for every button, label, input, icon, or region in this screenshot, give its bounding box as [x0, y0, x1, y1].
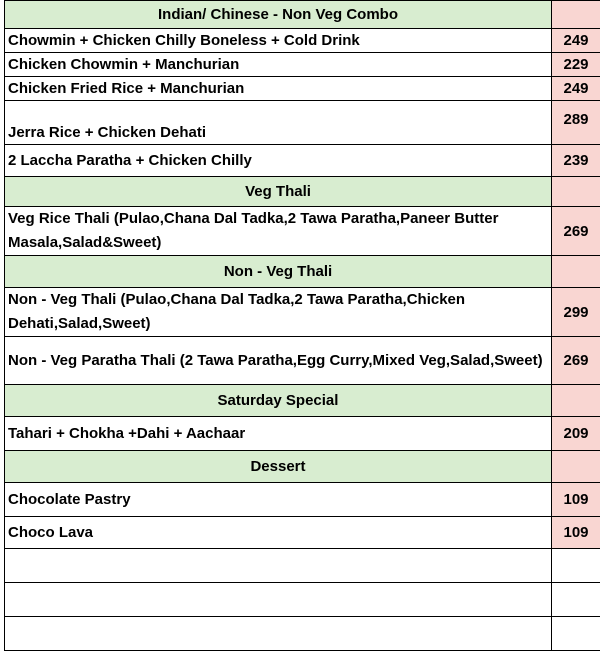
empty-cell	[5, 617, 552, 651]
item-name: Chocolate Pastry	[5, 483, 552, 517]
menu-item-row	[5, 517, 600, 549]
item-name: Chicken Chowmin + Manchurian	[5, 53, 552, 77]
menu-item-row	[5, 53, 600, 77]
section-title: Veg Thali	[5, 177, 552, 207]
section-header-row	[5, 256, 600, 288]
section-title: Dessert	[5, 451, 552, 483]
item-price: 109	[552, 517, 600, 549]
item-price: 109	[552, 483, 600, 517]
item-name: Chowmin + Chicken Chilly Boneless + Cold Drink	[5, 29, 552, 53]
item-name: Tahari + Chokha +Dahi + Aachaar	[5, 417, 552, 451]
item-name: Chicken Fried Rice + Manchurian	[5, 77, 552, 101]
item-name: Jerra Rice + Chicken Dehati	[5, 101, 552, 145]
menu-item-row	[5, 77, 600, 101]
item-name: Non - Veg Thali (Pulao,Chana Dal Tadka,2 Tawa Paratha,Chicken Dehati,Salad,Sweet)	[5, 288, 552, 337]
menu-item-row	[5, 101, 600, 145]
menu-item-row	[5, 417, 600, 451]
menu-item-row	[5, 337, 600, 385]
empty-cell	[5, 549, 552, 583]
price-cell-empty	[552, 177, 600, 207]
item-name: Non - Veg Paratha Thali (2 Tawa Paratha,Egg Curry,Mixed Veg,Salad,Sweet)	[5, 337, 552, 385]
price-cell-empty	[552, 256, 600, 288]
empty-cell	[552, 617, 600, 651]
empty-row	[5, 617, 600, 651]
item-price: 269	[552, 337, 600, 385]
menu-item-row	[5, 145, 600, 177]
section-title: Indian/ Chinese - Non Veg Combo	[5, 1, 552, 29]
item-name: Choco Lava	[5, 517, 552, 549]
menu-table	[4, 0, 600, 651]
section-header-row	[5, 451, 600, 483]
price-cell-empty	[552, 385, 600, 417]
price-cell-empty	[552, 1, 600, 29]
menu-item-row	[5, 29, 600, 53]
section-header-row	[5, 385, 600, 417]
section-title: Saturday Special	[5, 385, 552, 417]
section-header-row	[5, 1, 600, 29]
item-name: Veg Rice Thali (Pulao,Chana Dal Tadka,2 Tawa Paratha,Paneer Butter Masala,Salad&Sweet)	[5, 207, 552, 256]
menu-item-row	[5, 483, 600, 517]
empty-row	[5, 583, 600, 617]
section-header-row	[5, 177, 600, 207]
item-price: 239	[552, 145, 600, 177]
item-price: 289	[552, 101, 600, 145]
empty-cell	[5, 583, 552, 617]
item-price: 299	[552, 288, 600, 337]
empty-cell	[552, 549, 600, 583]
item-price: 269	[552, 207, 600, 256]
item-name: 2 Laccha Paratha + Chicken Chilly	[5, 145, 552, 177]
empty-row	[5, 549, 600, 583]
item-price: 209	[552, 417, 600, 451]
menu-item-row	[5, 288, 600, 337]
price-cell-empty	[552, 451, 600, 483]
item-price: 249	[552, 77, 600, 101]
item-price: 249	[552, 29, 600, 53]
item-price: 229	[552, 53, 600, 77]
empty-cell	[552, 583, 600, 617]
section-title: Non - Veg Thali	[5, 256, 552, 288]
menu-item-row	[5, 207, 600, 256]
